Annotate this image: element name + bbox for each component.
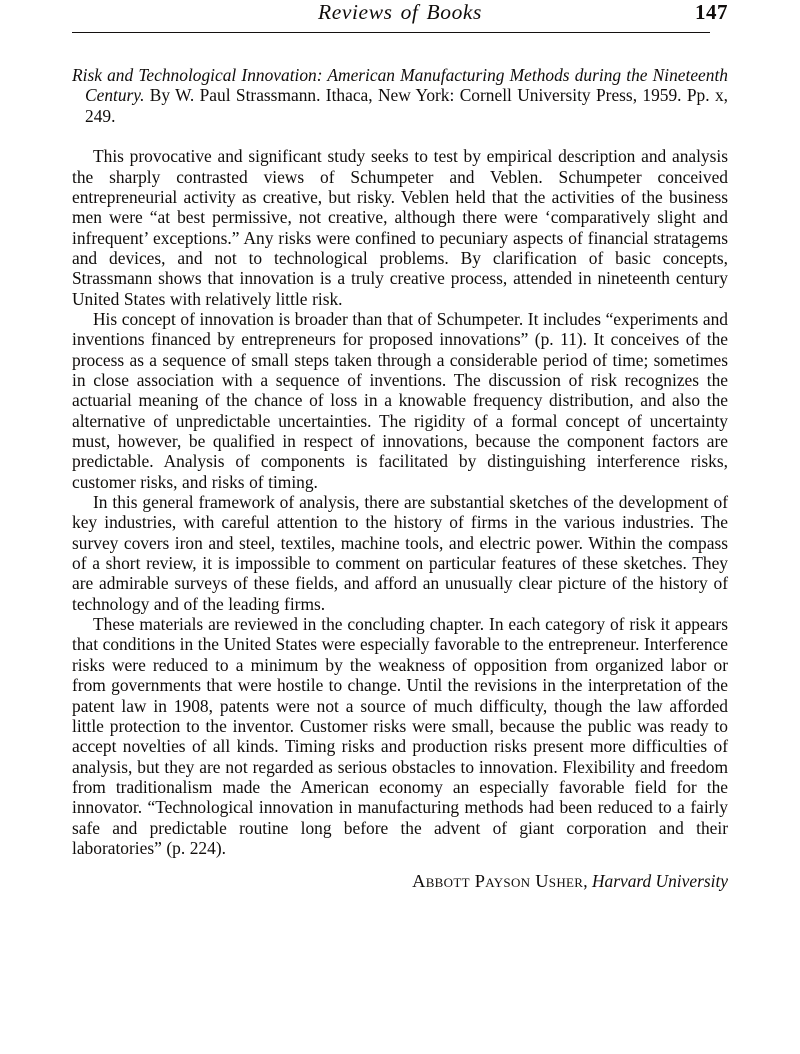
reviewer-name: Abbott Payson Usher	[412, 871, 584, 892]
running-head-title: Reviews of Books	[317, 0, 483, 24]
running-head	[72, 0, 728, 34]
page-number: 147	[695, 0, 728, 24]
signature-separator: ,	[583, 871, 592, 892]
book-citation	[72, 65, 728, 126]
body-paragraph: His concept of innovation is broader than that of Schumpeter. It includes “experiments and inventions financed by entrepreneurs for proposed innovations” (p. 11). It conceives of the process as a sequence of small steps taken through a considerable period of time; sometimes in close association with a sequence of inventions. The discussion of risk recognizes the actuarial meaning of the chance of loss in a knowable frequency distribution, and also the alternative of unpredictable uncertainties. The rigidity of a formal concept of uncertainty must, however, be qualified in respect of innovations, because the component factors are predictable. Analysis of components is facilitated by distinguishing interference risks, customer risks, and risks of timing.	[72, 308, 728, 492]
body-paragraph: In this general framework of analysis, there are substantial sketches of the development of key industries, with careful attention to the history of firms in the various industries. The survey covers iron and steel, textiles, machine tools, and electric power. Within the compass of a short review, it is impossible to comment on particular features of these sketches. They are admirable surveys of these fields, and afford an unusually clear picture of the history of technology and of the leading firms.	[72, 492, 728, 614]
body-paragraph: This provocative and significant study seeks to test by empirical description and analysis the sharply contrasted views of Schumpeter and Veblen. Schumpeter conceived entrepreneurial activity as creative, but risky. Veblen held that the activities of the business men were “at best permissive, not creative, although there were ‘comparatively slight and infrequent’ exceptions.” Any risks were confined to pecuniary aspects of financial stratagems and devices, and not to technological problems. By clarification of basic concepts, Strassmann shows that innovation is a truly creative process, attended in nineteenth century United States with relatively little risk.	[72, 146, 728, 309]
page-content	[72, 0, 728, 892]
reviewer-affiliation: Harvard University	[591, 871, 728, 892]
review-body	[72, 146, 728, 858]
book-imprint: By W. Paul Strassmann. Ithaca, New York: Cornell University Press, 1959. Pp. x, 249.	[85, 85, 728, 126]
header-rule	[72, 32, 710, 33]
book-title: Risk and Technological Innovation: American Manufacturing Methods during the Nineteenth Century.	[72, 65, 728, 106]
body-paragraph: These materials are reviewed in the concluding chapter. In each category of risk it appears that conditions in the United States were especially favorable to the entrepreneur. Interference risks were reduced to a minimum by the weakness of opposition from organized labor or from governments that were hostile to change. Until the revisions in the interpretation of the patent law in 1908, patents were not a source of much difficulty, though the law afforded little protection to the inventor. Customer risks were small, because the public was ready to accept novelties of all kinds. Timing risks and production risks present more difficulties of analysis, but they are not regarded as serious obstacles to innovation. Flexibility and freedom from traditionalism made the American economy an especially favorable field for the innovator. “Technological innovation in manufacturing methods had been reduced to a fairly safe and predictable routine long before the advent of giant corporation and their laboratories” (p. 224).	[72, 614, 728, 858]
reviewer-signature	[72, 871, 728, 891]
